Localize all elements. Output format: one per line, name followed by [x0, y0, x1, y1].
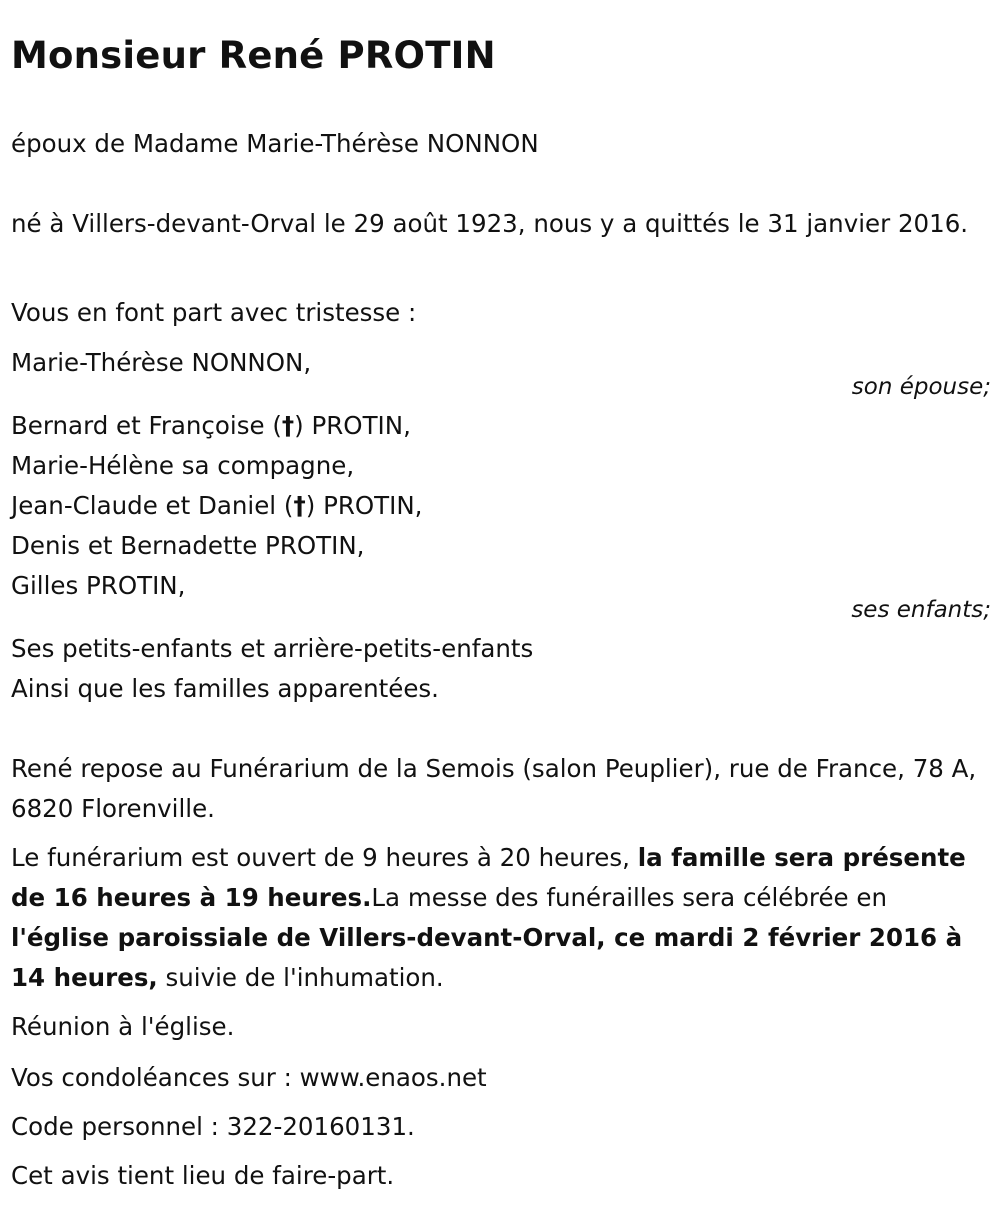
page-title: Monsieur René PROTIN	[11, 34, 496, 77]
opening-hours-text: Le funérarium est ouvert de 9 heures à 20 heures,	[11, 843, 638, 872]
grandchildren-line: Ses petits-enfants et arrière-petits-enfants	[11, 634, 534, 663]
mass-intro-text: La messe des funérailles sera célébrée en	[371, 883, 888, 912]
mass-location-text: l'église paroissiale de Villers-devant-Orval, ce mardi 2 février 2016 à 14 heures,	[11, 923, 963, 992]
closing-line: Cet avis tient lieu de faire-part.	[11, 1161, 395, 1190]
birth-death-line: né à Villers-devant-Orval le 29 août 1923, nous y a quittés le 31 janvier 2016.	[11, 209, 969, 238]
child-line-3	[11, 486, 422, 526]
child-1-surname: ) PROTIN,	[294, 411, 411, 440]
child-line-5: Gilles PROTIN,	[11, 571, 186, 600]
child-line-2: Marie-Hélène sa compagne,	[11, 451, 355, 480]
repose-line: René repose au Funérarium de la Semois (salon Peuplier), rue de France, 78 A, 6820 Florenville.	[11, 754, 977, 823]
spouse-name: Marie-Thérèse NONNON,	[11, 348, 312, 377]
families-line: Ainsi que les familles apparentées.	[11, 674, 439, 703]
child-line-4: Denis et Bernadette PROTIN,	[11, 531, 365, 560]
burial-text: suivie de l'inhumation.	[157, 963, 444, 992]
deceased-cross-icon: †	[281, 411, 295, 440]
funeral-paragraph	[11, 838, 991, 998]
reunion-line: Réunion à l'église.	[11, 1012, 235, 1041]
code-line: Code personnel : 322-20160131.	[11, 1112, 415, 1141]
condolences-line: Vos condoléances sur : www.enaos.net	[11, 1063, 487, 1092]
child-3-names: Jean-Claude et Daniel (	[11, 491, 294, 520]
announcement-intro: Vous en font part avec tristesse :	[11, 298, 417, 327]
family-presence-text: la famille sera présente de 16 heures à 19 heures.	[11, 843, 966, 912]
children-role: ses enfants;	[851, 597, 991, 623]
child-1-names: Bernard et Françoise (	[11, 411, 282, 440]
deceased-cross-icon: †	[293, 491, 306, 520]
spouse-role: son épouse;	[851, 374, 991, 400]
spouse-line: époux de Madame Marie-Thérèse NONNON	[11, 129, 539, 158]
child-line-1	[11, 406, 411, 446]
child-3-surname: ) PROTIN,	[305, 491, 423, 520]
